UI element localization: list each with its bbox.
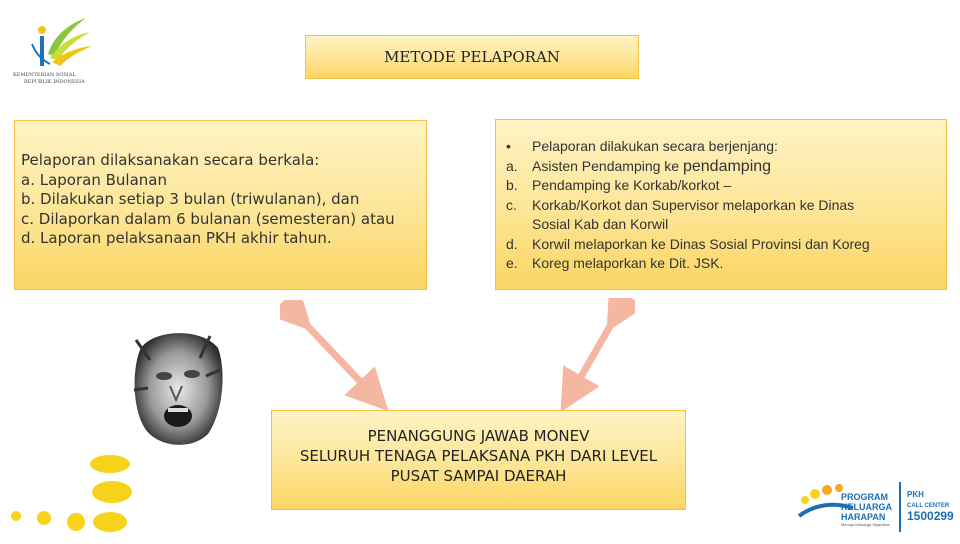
double-arrow-left-icon xyxy=(280,300,390,410)
responsibility-line: PUSAT SAMPAI DAERAH xyxy=(390,467,567,485)
item-text: Koreg melaporkan ke Dit. JSK. xyxy=(532,255,724,271)
decorative-dots xyxy=(0,440,140,540)
item-marker: a. xyxy=(506,157,518,174)
program-line: HARAPAN xyxy=(841,512,886,522)
item-text: Korwil melaporkan ke Dinas Sosial Provinsi dan Koreg xyxy=(532,235,870,252)
divider xyxy=(899,482,901,532)
program-tagline: Menuju Keluarga Sejahtera xyxy=(841,522,890,527)
kemensos-emblem-icon xyxy=(10,14,95,76)
screaming-face-image xyxy=(130,330,225,450)
dots-icon xyxy=(0,440,140,540)
schedule-line: d. Laporan pelaksanaan PKH akhir tahun. xyxy=(21,229,332,247)
hierarchy-item xyxy=(506,137,946,157)
double-arrow-right-icon xyxy=(555,298,635,410)
ministry-name-line2: REPUBLIK INDONESIA xyxy=(24,79,85,85)
item-marker: e. xyxy=(506,255,518,271)
hierarchy-item xyxy=(506,215,946,235)
item-text-part: Asisten Pendamping ke xyxy=(532,157,683,174)
item-text-emphasis: pendamping xyxy=(682,157,772,175)
item-text: Pelaporan dilakukan secara berjenjang: xyxy=(532,138,778,154)
schedule-line: b. Dilakukan setiap 3 bulan (triwulanan), dan xyxy=(21,190,360,208)
schedule-line: a. Laporan Bulanan xyxy=(21,170,167,189)
pkh-logo xyxy=(795,478,960,540)
title-box xyxy=(305,35,639,79)
call-center-number: 1500299 xyxy=(907,509,954,523)
kemensos-logo xyxy=(10,14,95,94)
hierarchy-item xyxy=(506,196,946,216)
responsibility-line: PENANGGUNG JAWAB MONEV xyxy=(367,427,590,445)
item-text xyxy=(532,157,771,177)
monitoring-responsibility-box xyxy=(271,410,686,510)
face-illustration xyxy=(130,330,225,450)
responsibility-line: SELURUH TENAGA PELAKSANA PKH DARI LEVEL xyxy=(299,447,658,465)
item-marker xyxy=(506,215,532,235)
reporting-schedule-box xyxy=(14,120,427,290)
schedule-line: c. Dilaporkan dalam 6 bulanan (semesteran) atau xyxy=(21,209,395,228)
pkh-label: PKH xyxy=(907,490,924,499)
item-marker: • xyxy=(506,138,511,154)
item-marker: b. xyxy=(506,177,518,193)
program-name xyxy=(841,492,892,528)
program-line: KELUARGA xyxy=(841,502,892,512)
item-text: Pendamping ke Korkab/korkot – xyxy=(532,177,732,193)
program-line: PROGRAM xyxy=(841,492,888,502)
hierarchy-item xyxy=(506,254,946,274)
item-marker: d. xyxy=(506,235,518,252)
page-title: METODE PELAPORAN xyxy=(384,48,560,66)
item-text: Sosial Kab dan Korwil xyxy=(532,216,669,232)
hierarchy-item xyxy=(506,176,946,196)
ministry-name-line1: KEMENTERIAN SOSIAL xyxy=(13,72,76,78)
hierarchy-item xyxy=(506,235,946,255)
call-center-label: CALL CENTER xyxy=(907,503,950,509)
hierarchy-item xyxy=(506,157,946,177)
reporting-hierarchy-box xyxy=(495,119,947,290)
call-center-block xyxy=(907,490,954,523)
item-marker: c. xyxy=(506,196,517,213)
schedule-line: Pelaporan dilaksanakan secara berkala: xyxy=(21,151,320,169)
item-text: Korkab/Korkot dan Supervisor melaporkan ke Dinas xyxy=(532,196,855,213)
